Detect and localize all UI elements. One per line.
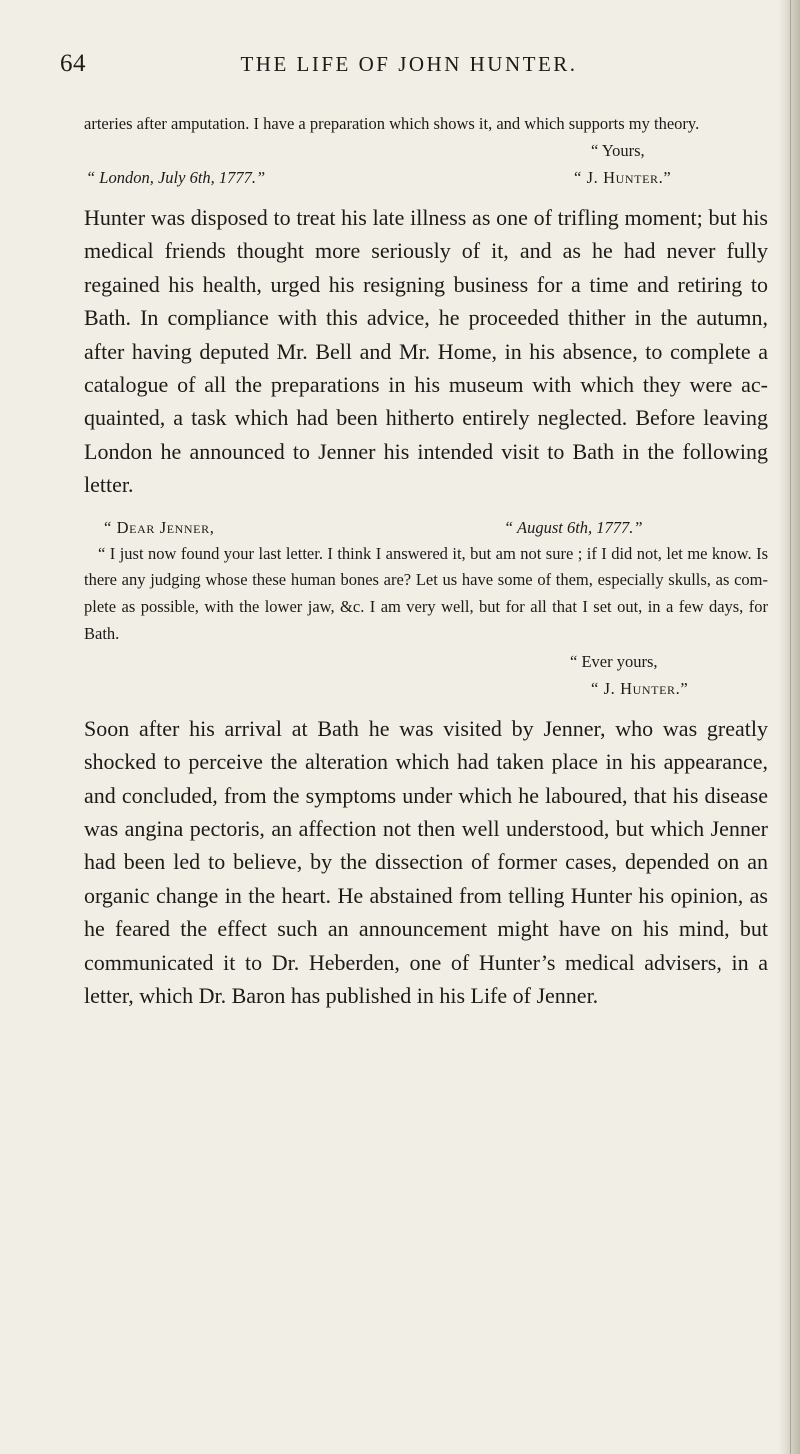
letter2-closing: “ Ever yours, [570, 651, 658, 671]
letter2-heading-row [84, 514, 768, 541]
letter1-body: arteries after amputation. I have a preparation which shows it, and which supports my theory. [84, 114, 700, 133]
letter1-signature: “ J. Hunter.” [574, 168, 672, 187]
page-number: 64 [60, 50, 86, 77]
paragraph2-block [84, 712, 768, 1013]
letter1-place-date: “ London, July 6th, 1777.” [86, 168, 266, 187]
page-content [84, 110, 768, 1013]
page-edge-shadow [778, 0, 800, 1454]
running-title: THE LIFE OF JOHN HUNTER. [240, 52, 578, 76]
letter1-signature-row [84, 164, 768, 191]
paragraph1-block [84, 201, 768, 502]
page-header [60, 50, 724, 84]
letter2-body: “ I just now found your last letter. I think I answered it, but am not sure ; if I did not, let me know. Is there any judging whose these human bones are? Let us have some of them, especially skulls, as complete as possible, with the lower jaw, &c. I am very well, but for all that I set out, in a few days, for Bath. [84, 543, 768, 644]
letter2-signature: “ J. Hunter.” [591, 678, 689, 698]
letter1-closing: “ Yours, [591, 141, 645, 160]
paragraph2: Soon after his arrival at Bath he was visited by Jenner, who was greatly shocked to perceive the alteration which had taken place in his appearance, and concluded, from the symptoms under which he laboured, that his disease was angina pectoris, an affection not then well understood, but which Jenner had been led to believe, by the dissection of former cases, depended on an organic change in the heart. He abstained from telling Hunter his opinion, as he feared the effect such an announcement might have on his mind, but communicated it to Dr. Heberden, one of Hunter’s medical advisers, in a letter, which Dr. Baron has published in his Life of Jenner. [84, 715, 768, 1009]
page-edge-line [790, 0, 791, 1454]
paragraph1: Hunter was disposed to treat his late illness as one of trifling moment; but his medical friends thought more seriously of it, and as he had never fully regained his health, urged his resigning business for a time and retiring to Bath. In compliance with this advice, he proceeded thither in the autumn, after having deputed Mr. Bell and Mr. Home, in his absence, to complete a catalogue of all the preparations in his museum with which they were acquainted, a task which had been hitherto entirely neglected. Before leaving London he announced to Jenner his intended visit to Bath in the following letter. [84, 205, 768, 498]
letter1-closing-row [84, 137, 768, 164]
letter2-salutation: “ Dear Jenner, [104, 517, 215, 537]
letter2-date: “ August 6th, 1777.” [504, 517, 643, 537]
letter2-closing-row [84, 648, 768, 675]
letter2-signature-row [84, 675, 768, 702]
